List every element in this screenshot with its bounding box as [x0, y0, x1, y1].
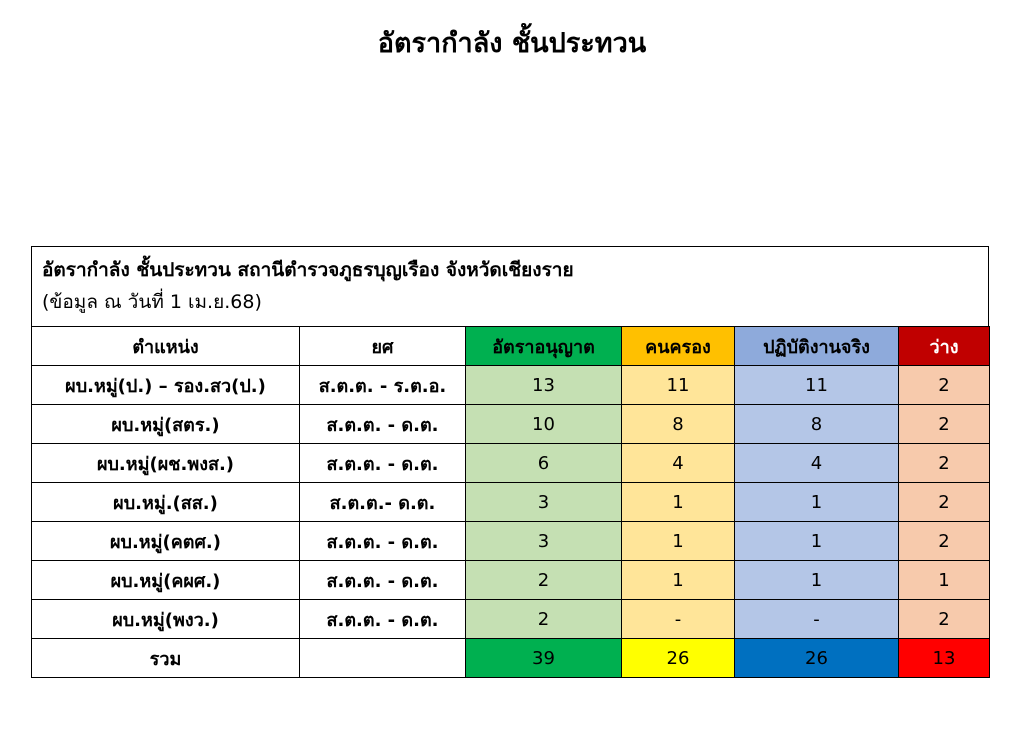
cell-allowed: 6 — [466, 444, 622, 483]
cell-held: 11 — [622, 366, 735, 405]
cell-actual: - — [735, 600, 899, 639]
cell-held: 1 — [622, 483, 735, 522]
cell-actual: 1 — [735, 561, 899, 600]
cell-vacant: 1 — [899, 561, 990, 600]
cell-held: 1 — [622, 561, 735, 600]
header-held: คนครอง — [622, 327, 735, 366]
cell-position: ผบ.หมู่.(สส.) — [32, 483, 300, 522]
total-row — [32, 639, 990, 678]
cell-actual: 8 — [735, 405, 899, 444]
cell-rank: ส.ต.ต.- ด.ต. — [300, 483, 466, 522]
cell-position: ผบ.หมู่(คผศ.) — [32, 561, 300, 600]
cell-rank: ส.ต.ต. - ด.ต. — [300, 600, 466, 639]
header-position: ตำแหน่ง — [32, 327, 300, 366]
cell-total-actual: 26 — [735, 639, 899, 678]
cell-position: ผบ.หมู่(ป.) – รอง.สว(ป.) — [32, 366, 300, 405]
header-rank: ยศ — [300, 327, 466, 366]
cell-rank: ส.ต.ต. - ด.ต. — [300, 444, 466, 483]
cell-held: 8 — [622, 405, 735, 444]
cell-position: ผบ.หมู่(พงว.) — [32, 600, 300, 639]
cell-allowed: 13 — [466, 366, 622, 405]
staffing-table — [31, 326, 990, 678]
cell-total-label: รวม — [32, 639, 300, 678]
cell-vacant: 2 — [899, 444, 990, 483]
table-row — [32, 366, 990, 405]
cell-held: 4 — [622, 444, 735, 483]
cell-rank: ส.ต.ต. - ด.ต. — [300, 522, 466, 561]
cell-held: - — [622, 600, 735, 639]
cell-allowed: 2 — [466, 561, 622, 600]
cell-actual: 1 — [735, 483, 899, 522]
table-row — [32, 405, 990, 444]
cell-rank: ส.ต.ต. - ร.ต.อ. — [300, 366, 466, 405]
cell-vacant: 2 — [899, 522, 990, 561]
cell-position: ผบ.หมู่(คตศ.) — [32, 522, 300, 561]
cell-position: ผบ.หมู่(สตร.) — [32, 405, 300, 444]
cell-rank: ส.ต.ต. - ด.ต. — [300, 405, 466, 444]
cell-actual: 1 — [735, 522, 899, 561]
header-allowed: อัตราอนุญาต — [466, 327, 622, 366]
header-actual: ปฏิบัติงานจริง — [735, 327, 899, 366]
cell-position: ผบ.หมู่(ผช.พงส.) — [32, 444, 300, 483]
table-caption — [31, 246, 989, 326]
cell-held: 1 — [622, 522, 735, 561]
cell-total-vacant: 13 — [899, 639, 990, 678]
header-vacant: ว่าง — [899, 327, 990, 366]
cell-rank: ส.ต.ต. - ด.ต. — [300, 561, 466, 600]
page-title: อัตรากำลัง ชั้นประทวน — [377, 28, 647, 59]
table-row — [32, 600, 990, 639]
cell-vacant: 2 — [899, 600, 990, 639]
staffing-table-container — [31, 246, 989, 678]
cell-vacant: 2 — [899, 483, 990, 522]
table-row — [32, 483, 990, 522]
cell-actual: 11 — [735, 366, 899, 405]
cell-actual: 4 — [735, 444, 899, 483]
cell-allowed: 3 — [466, 522, 622, 561]
table-row — [32, 561, 990, 600]
cell-allowed: 2 — [466, 600, 622, 639]
cell-total-allowed: 39 — [466, 639, 622, 678]
cell-vacant: 2 — [899, 405, 990, 444]
cell-total-rank — [300, 639, 466, 678]
cell-vacant: 2 — [899, 366, 990, 405]
cell-total-held: 26 — [622, 639, 735, 678]
cell-allowed: 3 — [466, 483, 622, 522]
table-caption-date: (ข้อมูล ณ วันที่ 1 เม.ย.68) — [42, 291, 262, 313]
table-row — [32, 522, 990, 561]
table-caption-title: อัตรากำลัง ชั้นประทวน สถานีตำรวจภูธรบุญเรือง จังหวัดเชียงราย — [42, 259, 574, 281]
header-row — [32, 327, 990, 366]
cell-allowed: 10 — [466, 405, 622, 444]
table-row — [32, 444, 990, 483]
